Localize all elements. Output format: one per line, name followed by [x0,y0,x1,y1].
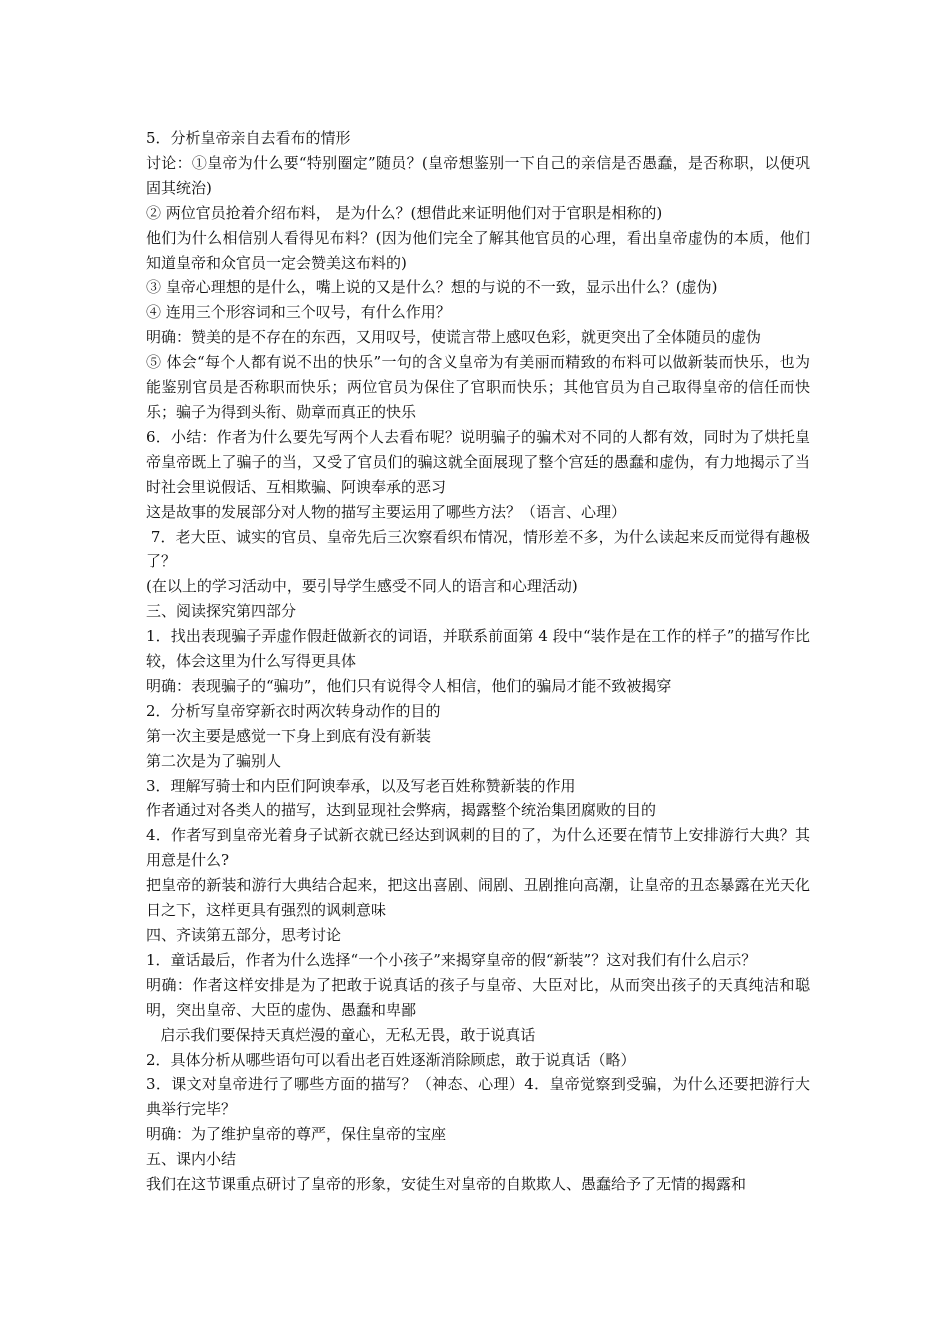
section-3-clarification-1: 明确：表现骗子的“骗功”，他们只有说得令人相信，他们的骗局才能不致被揭穿 [146,676,672,695]
methods-paragraph: 这是故事的发展部分对人物的描写主要运用了哪些方法？（语言、心理） [146,502,627,521]
item-7-paragraph: 7．老大臣、诚实的官员、皇帝先后三次察看织布情况，情形差不多，为什么读起来反而觉得有趣极了？ [146,527,810,571]
clarification-paragraph: 明确：赞美的是不存在的东西，又用叹号，使谎言带上感叹色彩，就更突出了全体随员的虚伪 [146,328,762,347]
activity-note-paragraph: (在以上的学习活动中，要引导学生感受不同人的语言和心理活动) [146,577,578,596]
section-4-clarification-2: 明确：为了维护皇帝的尊严，保住皇帝的宝座 [146,1125,447,1144]
officials-paragraph: 他们为什么相信别人看得见布料？(因为他们完全了解其他官员的心理，看出皇帝虚伪的本质，他们知道皇帝和众官员一定会赞美这布料的) [146,228,810,272]
summary-6-paragraph: 6．小结：作者为什么要先写两个人去看布呢？说明骗子的骗术对不同的人都有效，同时为了烘托皇帝皇帝既上了骗子的当，又受了官员们的骗这就全面展现了整个宫廷的愚蠢和虚伪，有力地揭示了当时社会里说假话、互相欺骗、阿谀奉承的恶习 [146,427,810,496]
section-3-heading: 三、阅读探究第四部分 [146,602,297,621]
section-4-item-3-4: 3．课文对皇帝进行了哪些方面的描写？（神态、心理）4．皇帝觉察到受骗，为什么还要把游行大典举行完毕？ [146,1075,810,1119]
question-5-paragraph: ⑤ 体会“每个人都有说不出的快乐”一句的含义皇帝为有美丽而精致的布料可以做新装而快乐，也为能鉴别官员是否称职而快乐；两位官员为保住了官职而快乐；其他官员为自己取得皇帝的信任而快乐；骗子为得到头衔、勋章而真正的快乐 [146,353,810,421]
inspiration-paragraph: 启示我们要保持天真烂漫的童心，无私无畏，敢于说真话 [146,1025,536,1044]
section-4-item-2: 2．具体分析从哪些语句可以看出老百姓逐渐消除顾虑，敢于说真话（略） [146,1050,636,1069]
section-3-item-1: 1．找出表现骗子弄虚作假赶做新衣的词语，并联系前面第 4 段中“装作是在工作的样子”的描写作比较，体会这里为什么写得更具体 [146,627,810,671]
question-4-paragraph: ④ 连用三个形容词和三个叹号，有什么作用？ [146,303,451,322]
section-3-item-3: 3．理解写骑士和内臣们阿谀奉承，以及写老百姓称赞新装的作用 [146,776,576,795]
first-turn-paragraph: 第一次主要是感觉一下身上到底有没有新装 [146,726,432,745]
question-3-paragraph: ③ 皇帝心理想的是什么，嘴上说的又是什么？想的与说的不一致，显示出什么？(虚伪) [146,278,718,297]
document-body [146,126,810,1197]
section-5-heading: 五、课内小结 [146,1150,237,1169]
closing-paragraph: 我们在这节课重点研讨了皇帝的形象，安徒生对皇帝的自欺欺人、愚蠢给予了无情的揭露和 [146,1175,747,1194]
section-4-item-1: 1．童话最后，作者为什么选择“一个小孩子”来揭穿皇帝的假“新装”？这对我们有什么启示？ [146,950,757,969]
section-3-item-2: 2．分析写皇帝穿新衣时两次转身动作的目的 [146,701,441,720]
section-3-item-4: 4．作者写到皇帝光着身子试新衣就已经达到讽刺的目的了，为什么还要在情节上安排游行大典？其用意是什么? [146,826,810,870]
section-4-heading: 四、齐读第五部分，思考讨论 [146,926,342,944]
second-turn-paragraph: 第二次是为了骗别人 [146,751,282,770]
section-4-clarification-1: 明确：作者这样安排是为了把敢于说真话的孩子与皇帝、大臣对比，从而突出孩子的天真纯洁和聪明，突出皇帝、大臣的虚伪、愚蠢和卑鄙 [146,975,810,1019]
author-description-paragraph: 作者通过对各类人的描写，达到显现社会弊病，揭露整个统治集团腐败的目的 [146,801,657,820]
question-2-paragraph: ② 两位官员抢着介绍布料， 是为什么？(想借此来证明他们对于官职是相称的) [146,203,663,222]
parade-paragraph: 把皇帝的新装和游行大典结合起来，把这出喜剧、闹剧、丑剧推向高潮，让皇帝的丑态暴露在光天化日之下，这样更具有强烈的讽刺意味 [146,876,810,920]
heading-item-5: 5．分析皇帝亲自去看布的情形 [146,129,351,147]
discussion-paragraph: 讨论：①皇帝为什么要“特别圈定”随员？(皇帝想鉴别一下自己的亲信是否愚蠢，是否称职，以便巩固其统治) [146,153,810,197]
